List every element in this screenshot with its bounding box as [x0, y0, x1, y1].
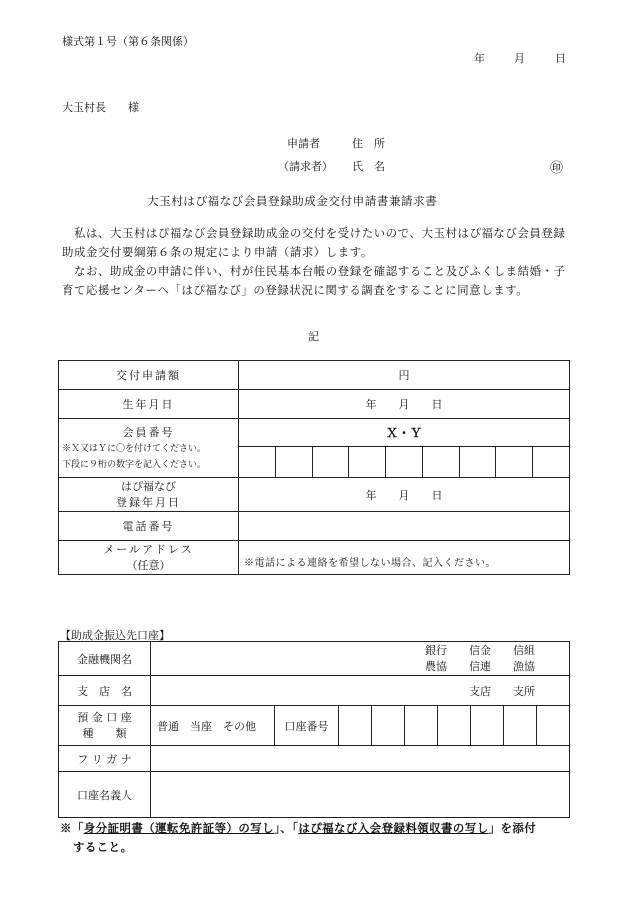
email-label-1: メールアドレス	[103, 542, 194, 556]
member-number-label: 会員番号	[122, 425, 175, 439]
digit-box[interactable]	[460, 447, 497, 477]
account-digit[interactable]	[339, 706, 372, 746]
deposit-types[interactable]: 普通 当座 その他	[151, 706, 275, 746]
member-xy-field[interactable]: Ｘ・Ｙ	[239, 419, 570, 447]
seal-mark: ㊞	[550, 161, 564, 176]
institution-types-2: 農協 信連 漁協	[425, 659, 535, 673]
digit-box[interactable]	[276, 447, 313, 477]
addressee: 大玉村長 様	[62, 101, 139, 114]
account-digit[interactable]	[504, 706, 537, 746]
member-note-1: ※Ｘ又はＹに〇を付けてください。	[62, 443, 207, 454]
account-digit[interactable]	[372, 706, 405, 746]
birthdate-label: 生年月日	[59, 390, 239, 419]
name-label: 氏 名	[352, 160, 385, 173]
institution-label: 金融機関名	[59, 642, 151, 676]
account-digit[interactable]	[438, 706, 471, 746]
address-label: 住 所	[352, 137, 385, 150]
email-field[interactable]	[239, 541, 570, 575]
member-digits	[239, 447, 570, 478]
account-digit[interactable]	[405, 706, 438, 746]
footer-mid: 」、「	[274, 821, 299, 835]
registration-label-2: 登録年月日	[116, 495, 181, 509]
digit-box[interactable]	[386, 447, 423, 477]
deposit-label-2: 種 類	[82, 726, 127, 740]
form-number: 様式第１号（第６条関係）	[62, 35, 194, 48]
digit-box[interactable]	[533, 447, 569, 477]
digit-box[interactable]	[239, 447, 276, 477]
institution-types-1: 銀行 信金 信組	[425, 643, 535, 657]
digit-box[interactable]	[423, 447, 460, 477]
deposit-label-cell	[59, 706, 151, 746]
branch-types: 支店 支所	[469, 684, 535, 698]
phone-label: 電話番号	[59, 512, 239, 541]
footer-line-2: すること。	[73, 840, 133, 854]
body-paragraph-1: 私は、大玉村はぴ福なび会員登録助成金の交付を受けたいので、大玉村はぴ福なび会員登録助成金交付要綱第６条の規定により申請（請求）します。	[62, 226, 566, 259]
bank-table	[58, 641, 570, 818]
registration-date-field[interactable]: 年 月 日	[239, 478, 570, 512]
document-title: 大玉村はぴ福なび会員登録助成金交付申請書兼請求書	[147, 194, 438, 208]
account-holder-field[interactable]	[151, 772, 570, 818]
email-label-cell	[59, 541, 239, 575]
furigana-field[interactable]	[151, 746, 570, 772]
email-note: ※電話による連絡を希望しない場合、記入ください。	[244, 558, 496, 569]
date-day: 日	[555, 52, 566, 65]
digit-box[interactable]	[349, 447, 386, 477]
date-year: 年	[474, 52, 485, 65]
amount-unit: 円	[398, 369, 410, 382]
applicant-role: 申請者	[287, 137, 320, 150]
footer-prefix: ※「	[60, 821, 84, 835]
account-number-label: 口座番号	[275, 706, 339, 746]
registration-label-cell	[59, 478, 239, 512]
applicant-role-2: （請求者）	[278, 160, 333, 173]
amount-field[interactable]	[239, 361, 570, 390]
bank-section-title: 【助成金振込先口座】	[60, 629, 170, 642]
required-doc-2: はぴ福なび入会登録料領収書の写し	[298, 821, 489, 835]
deposit-label-1: 預 金 口 座	[77, 710, 132, 724]
footer-suffix: 」を添付	[488, 821, 537, 835]
digit-box[interactable]	[313, 447, 350, 477]
footer-note	[60, 820, 536, 836]
ki-heading: 記	[308, 330, 319, 343]
amount-label: 交付申請額	[59, 361, 239, 390]
date-month: 月	[514, 52, 525, 65]
required-doc-1: 身分証明書（運転免許証等）の写し	[83, 821, 275, 835]
email-label-2: （任意）	[126, 558, 171, 572]
member-note-2: 下段に９桁の数字を記入ください。	[62, 459, 207, 470]
digit-box[interactable]	[496, 447, 533, 477]
member-number-label-cell	[59, 419, 239, 478]
registration-label-1: はぴ福なび	[121, 479, 176, 493]
institution-field[interactable]	[151, 642, 570, 676]
account-digit[interactable]	[471, 706, 504, 746]
birthdate-field[interactable]: 年 月 日	[239, 390, 570, 419]
account-digit[interactable]	[537, 706, 570, 746]
application-table	[58, 360, 570, 575]
furigana-label: フ リ ガ ナ	[59, 746, 151, 772]
branch-label: 支 店 名	[59, 676, 151, 706]
body-paragraph-2: なお、助成金の申請に伴い、村が住民基本台帳の登録を確認すること及びふくしま結婚・子育て応援センターへ「はぴ福なび」の登録状況に関する調査をすることに同意します。	[62, 264, 566, 297]
phone-field[interactable]	[239, 512, 570, 541]
branch-field[interactable]	[151, 676, 570, 706]
account-holder-label: 口座名義人	[59, 772, 151, 818]
